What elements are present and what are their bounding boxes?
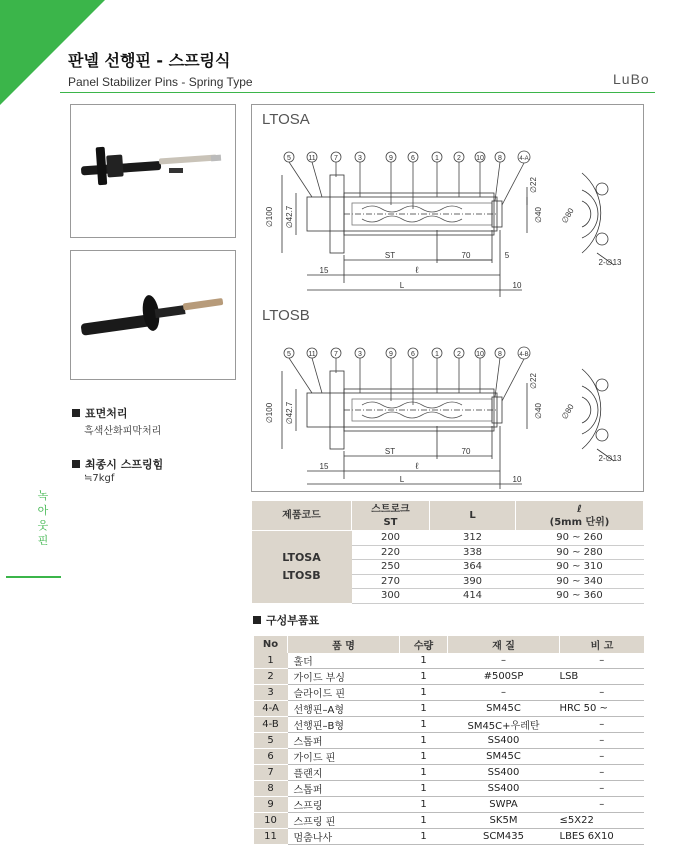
table-row	[254, 701, 645, 717]
svg-text:70: 70	[461, 447, 471, 456]
svg-text:9: 9	[389, 351, 393, 358]
svg-text:3: 3	[358, 351, 362, 358]
parts-cell-name: 스프링	[288, 797, 400, 813]
parts-cell-qty: 1	[400, 733, 448, 749]
svg-text:8: 8	[498, 351, 502, 358]
parts-cell-note: HRC 50 ~	[560, 701, 645, 717]
parts-cell-qty: 1	[400, 813, 448, 829]
parts-cell-name: 선행핀–B형	[288, 717, 400, 733]
table-row: 270 390 90 ~ 340	[252, 574, 644, 589]
drawing-svg	[252, 105, 643, 491]
table-row	[254, 797, 645, 813]
svg-text:10: 10	[476, 155, 484, 162]
drawing-ltosa-text	[265, 155, 622, 290]
table-row	[254, 813, 645, 829]
svg-text:L: L	[399, 475, 405, 484]
svg-text:∅42.7: ∅42.7	[285, 205, 294, 229]
svg-text:ℓ: ℓ	[415, 265, 419, 275]
pin-image-b	[71, 251, 235, 379]
parts-header-row: No 품 명 수량 재 질 비 고	[254, 636, 645, 653]
parts-table-body	[254, 653, 645, 845]
svg-text:2: 2	[457, 351, 461, 358]
table-row: 250 364 90 ~ 310	[252, 560, 644, 575]
parts-cell-name: 가이드 핀	[288, 749, 400, 765]
drawing-ltosb-text	[265, 351, 622, 484]
svg-text:11: 11	[308, 155, 316, 162]
svg-text:1: 1	[435, 351, 439, 358]
parts-cell-name: 홀더	[288, 653, 400, 669]
bullet-square-icon	[72, 409, 80, 417]
svg-text:5: 5	[504, 251, 510, 260]
parts-cell-no: 4-B	[254, 717, 288, 733]
parts-cell-material: SS400	[448, 765, 560, 781]
parts-table-title: 구성부품표	[253, 612, 319, 628]
svg-text:8: 8	[498, 155, 502, 162]
parts-cell-no: 3	[254, 685, 288, 701]
svg-text:∅100: ∅100	[265, 402, 274, 424]
parts-cell-qty: 1	[400, 829, 448, 845]
parts-cell-note: –	[560, 717, 645, 733]
parts-cell-no: 4-A	[254, 701, 288, 717]
parts-cell-note: –	[560, 653, 645, 669]
parts-cell-name: 선행핀–A형	[288, 701, 400, 717]
table-row	[254, 749, 645, 765]
spec-table	[251, 500, 644, 604]
table-row	[254, 669, 645, 685]
parts-cell-note: –	[560, 749, 645, 765]
parts-cell-no: 7	[254, 765, 288, 781]
table-row: 220 338 90 ~ 280	[252, 545, 644, 560]
parts-cell-qty: 1	[400, 781, 448, 797]
parts-cell-name: 스톱퍼	[288, 781, 400, 797]
svg-text:3: 3	[358, 155, 362, 162]
table-row	[254, 765, 645, 781]
spec-header-ell: ℓ (5mm 단위)	[516, 501, 644, 531]
svg-text:9: 9	[389, 155, 393, 162]
parts-table	[253, 636, 644, 845]
svg-text:2-∅13: 2-∅13	[598, 454, 622, 463]
parts-cell-material: SM45C	[448, 749, 560, 765]
spec-header-l: L	[430, 501, 516, 531]
svg-text:5: 5	[287, 155, 291, 162]
svg-text:11: 11	[308, 351, 316, 358]
table-row	[254, 829, 645, 845]
parts-cell-material: SM45C	[448, 701, 560, 717]
bullet-square-icon	[72, 460, 80, 468]
svg-text:1: 1	[435, 155, 439, 162]
svg-text:∅100: ∅100	[265, 206, 274, 228]
parts-cell-name: 슬라이드 핀	[288, 685, 400, 701]
parts-cell-name: 가이드 부싱	[288, 669, 400, 685]
parts-cell-note: LBES 6X10	[560, 829, 645, 845]
parts-cell-no: 8	[254, 781, 288, 797]
parts-cell-no: 2	[254, 669, 288, 685]
svg-text:7: 7	[334, 351, 338, 358]
brand-logo: LuBo	[613, 71, 650, 87]
page-title: 판넬 선행핀 - 스프링식	[68, 51, 231, 70]
table-row: LTOSA LTOSB 200 312 90 ~ 260	[252, 531, 644, 546]
drawing-label-ltosa: LTOSA	[262, 111, 310, 128]
parts-cell-no: 11	[254, 829, 288, 845]
table-row: 300 414 90 ~ 360	[252, 589, 644, 604]
svg-text:∅22: ∅22	[529, 177, 538, 193]
svg-text:4-B: 4-B	[519, 352, 529, 358]
parts-cell-material: –	[448, 685, 560, 701]
page-subtitle: Panel Stabilizer Pins - Spring Type	[68, 75, 253, 89]
svg-text:∅80: ∅80	[559, 402, 576, 421]
parts-cell-qty: 1	[400, 701, 448, 717]
surface-treatment-label: 표면처리	[72, 405, 128, 421]
parts-cell-qty: 1	[400, 653, 448, 669]
parts-cell-qty: 1	[400, 685, 448, 701]
svg-text:10: 10	[512, 475, 522, 484]
svg-text:10: 10	[476, 351, 484, 358]
product-photo-ltosb	[70, 250, 236, 380]
table-row	[254, 781, 645, 797]
spec-header-row	[252, 501, 644, 531]
svg-text:L: L	[399, 281, 405, 290]
svg-text:ST: ST	[384, 447, 396, 456]
parts-cell-material: SWPA	[448, 797, 560, 813]
technical-drawing	[251, 104, 644, 492]
side-divider	[6, 576, 61, 578]
svg-text:5: 5	[287, 351, 291, 358]
parts-cell-note: –	[560, 733, 645, 749]
svg-text:∅40: ∅40	[534, 207, 543, 223]
svg-text:2: 2	[457, 155, 461, 162]
svg-text:15: 15	[319, 266, 329, 275]
side-category-label: 녹 아 웃 핀	[37, 489, 49, 547]
parts-cell-note: –	[560, 685, 645, 701]
parts-cell-material: SK5M	[448, 813, 560, 829]
parts-cell-qty: 1	[400, 797, 448, 813]
spec-header-stroke: 스트로크 ST	[352, 501, 430, 531]
svg-text:∅80: ∅80	[559, 206, 576, 225]
drawing-ltosa	[282, 151, 614, 297]
svg-text:6: 6	[411, 155, 415, 162]
svg-text:7: 7	[334, 155, 338, 162]
parts-cell-qty: 1	[400, 765, 448, 781]
parts-cell-no: 5	[254, 733, 288, 749]
drawing-label-ltosb: LTOSB	[262, 307, 310, 324]
table-row	[254, 733, 645, 749]
parts-cell-qty: 1	[400, 749, 448, 765]
svg-text:10: 10	[512, 281, 522, 290]
pin-image-a	[71, 105, 235, 237]
parts-cell-note: –	[560, 797, 645, 813]
parts-cell-material: SS400	[448, 781, 560, 797]
table-row	[254, 653, 645, 669]
surface-treatment-value: 흑색산화피막처리	[84, 426, 162, 437]
parts-cell-note: LSB	[560, 669, 645, 685]
parts-cell-material: SM45C+우레탄	[448, 717, 560, 733]
svg-text:∅42.7: ∅42.7	[285, 401, 294, 425]
parts-cell-note: –	[560, 781, 645, 797]
svg-text:ℓ: ℓ	[415, 461, 419, 471]
parts-cell-name: 스톱퍼	[288, 733, 400, 749]
spring-force-label: 최종시 스프링힘	[72, 456, 163, 472]
svg-text:6: 6	[411, 351, 415, 358]
parts-cell-material: #500SP	[448, 669, 560, 685]
svg-text:4-A: 4-A	[519, 156, 529, 162]
bullet-square-icon	[253, 616, 261, 624]
parts-cell-name: 스프링 핀	[288, 813, 400, 829]
parts-cell-note: –	[560, 765, 645, 781]
svg-text:15: 15	[319, 462, 329, 471]
spring-force-value: ≒7kgf	[84, 473, 115, 484]
parts-cell-material: –	[448, 653, 560, 669]
parts-cell-note: ≤5X22	[560, 813, 645, 829]
header-divider	[60, 92, 655, 93]
parts-cell-name: 플랜지	[288, 765, 400, 781]
parts-cell-no: 10	[254, 813, 288, 829]
parts-cell-no: 6	[254, 749, 288, 765]
spec-product-codes: LTOSA LTOSB	[252, 531, 352, 604]
parts-cell-material: SS400	[448, 733, 560, 749]
svg-text:∅40: ∅40	[534, 403, 543, 419]
parts-cell-material: SCM435	[448, 829, 560, 845]
svg-text:70: 70	[461, 251, 471, 260]
svg-text:2-∅13: 2-∅13	[598, 258, 622, 267]
parts-cell-name: 멈춤나사	[288, 829, 400, 845]
svg-text:ST: ST	[384, 251, 396, 260]
svg-text:∅22: ∅22	[529, 373, 538, 389]
parts-cell-qty: 1	[400, 669, 448, 685]
spec-header-code: 제품코드	[252, 501, 352, 531]
product-photo-ltosa	[70, 104, 236, 238]
parts-cell-no: 9	[254, 797, 288, 813]
parts-cell-no: 1	[254, 653, 288, 669]
table-row	[254, 717, 645, 733]
table-row	[254, 685, 645, 701]
parts-cell-qty: 1	[400, 717, 448, 733]
